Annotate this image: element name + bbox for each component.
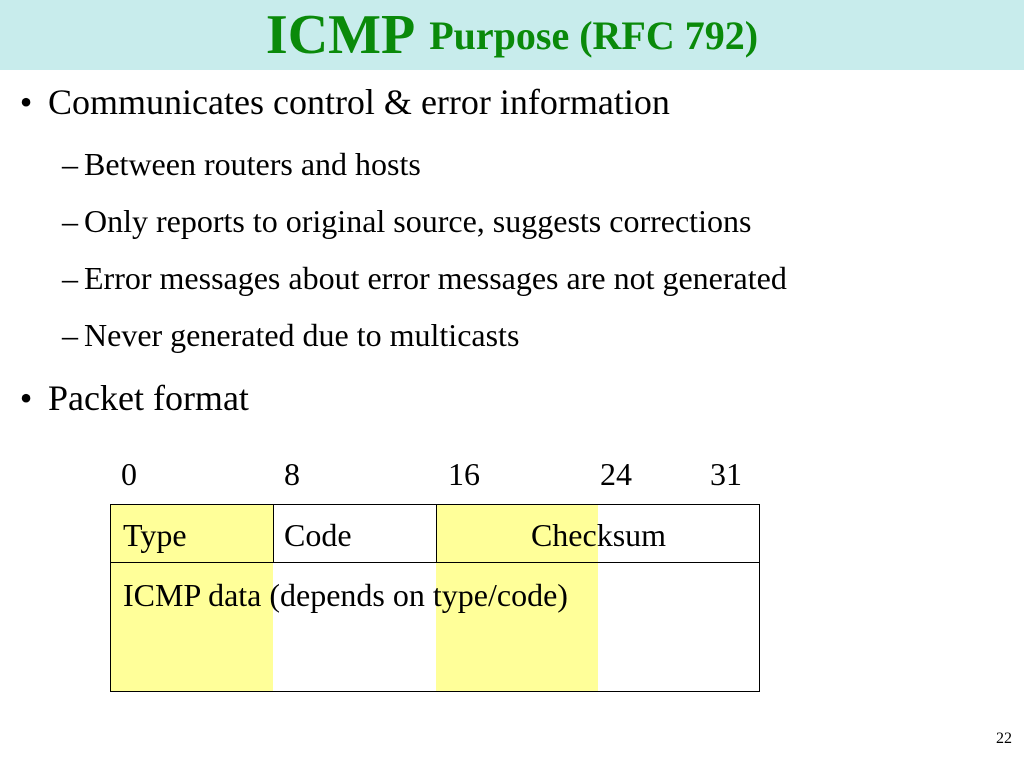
type-field: Type [123,517,187,553]
sub-bullet-marker: – [62,146,78,182]
slide-subtitle: Purpose (RFC 792) [429,12,759,58]
sub-bullet-text: Between routers and hosts [84,146,421,182]
bit-label-24: 24 [600,456,632,492]
bit-label-0: 0 [121,456,137,492]
sub-bullet-4 [62,317,519,353]
icmp-data-field: ICMP data (depends on type/code) [123,577,568,613]
sub-bullet-1 [62,146,421,182]
code-field: Code [284,517,352,553]
slide-title: ICMP [265,4,416,66]
sub-bullet-marker: – [62,260,78,296]
packet-format-diagram [110,504,760,692]
sub-bullet-marker: – [62,203,78,239]
page-number: 22 [996,730,1012,747]
bullet-2 [16,378,249,418]
sub-bullet-marker: – [62,317,78,353]
sub-bullet-text: Error messages about error messages are not generated [84,260,787,296]
bit-label-31: 31 [710,456,742,492]
sub-bullet-text: Only reports to original source, suggests corrections [84,203,752,239]
bullet-text: Communicates control & error information [48,82,670,122]
sub-bullet-3 [62,260,787,296]
checksum-field: Checksum [530,517,667,553]
sub-bullet-2 [62,203,751,239]
bullet-1 [16,82,670,122]
field-divider [273,505,274,562]
title-bar [0,0,1024,70]
row-divider [111,562,759,563]
bit-label-8: 8 [284,456,300,492]
bullet-marker: • [19,378,33,418]
bullet-text: Packet format [48,378,249,418]
sub-bullet-text: Never generated due to multicasts [84,317,520,353]
bullet-marker: • [19,82,33,122]
bit-label-16: 16 [448,456,480,492]
